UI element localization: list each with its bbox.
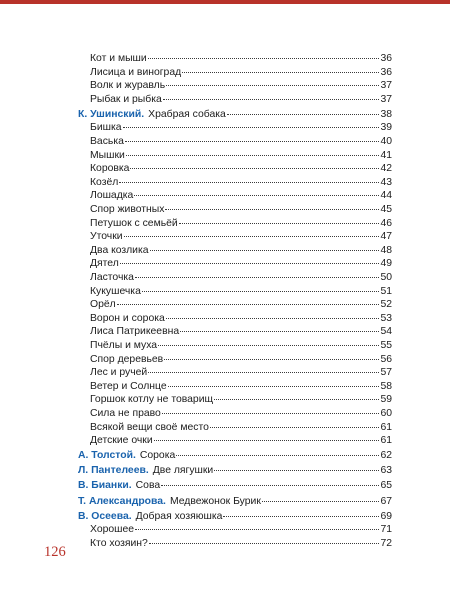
- toc-entry-title: [78, 495, 261, 509]
- toc-author-name: В. Осеева.: [78, 510, 132, 522]
- toc-entry-title: [90, 407, 161, 421]
- toc-page-number: 60: [380, 407, 392, 419]
- toc-page-number: 72: [380, 537, 392, 549]
- toc-page-number: 42: [380, 163, 392, 175]
- dot-leader: [166, 317, 380, 319]
- toc-page-number: 40: [380, 136, 392, 148]
- top-red-rule: [0, 0, 450, 4]
- dot-leader: [166, 84, 379, 86]
- toc-title-text: Васька: [90, 136, 124, 148]
- toc-title-text: Кот и мыши: [90, 53, 147, 64]
- toc-entry: [90, 271, 392, 285]
- toc-entry: [90, 189, 392, 203]
- toc-page-number: 44: [380, 190, 392, 202]
- toc-entry: [90, 380, 392, 394]
- toc-entry: [90, 366, 392, 380]
- toc-entry: [90, 149, 392, 163]
- toc-page-number: 67: [380, 495, 392, 507]
- toc-page-number: 71: [380, 524, 392, 536]
- dot-leader: [134, 194, 379, 196]
- toc-entry: [90, 230, 392, 244]
- toc-entry: [90, 421, 392, 435]
- toc-page-number: 36: [380, 53, 392, 64]
- toc-entry: [90, 393, 392, 407]
- toc-title-text: Две лягушки: [152, 465, 214, 477]
- toc-title-text: Лисица и виноград: [90, 66, 182, 78]
- toc-title-text: Сила не право: [90, 407, 161, 419]
- toc-entry-title: [90, 121, 122, 135]
- toc-entry-title: [90, 230, 123, 244]
- toc-page-number: 51: [380, 285, 392, 297]
- dot-leader: [154, 439, 380, 441]
- toc-title-text: Спор животных: [90, 204, 165, 216]
- toc-entry-title: [78, 479, 160, 493]
- toc-entry: [90, 298, 392, 312]
- toc-author-entry: [78, 108, 392, 122]
- toc-page-number: 49: [380, 258, 392, 270]
- dot-leader: [123, 126, 380, 128]
- toc-entry-title: [90, 523, 134, 537]
- dot-leader: [142, 290, 380, 292]
- toc-page-number: 47: [380, 231, 392, 243]
- toc-title-text: Кукушечка: [90, 285, 141, 297]
- toc-entry-title: [90, 162, 129, 176]
- table-of-contents: [78, 52, 392, 550]
- dot-leader: [148, 57, 380, 59]
- toc-author-name: К. Ушинский.: [78, 108, 145, 120]
- toc-entry-title: [90, 339, 157, 353]
- toc-entry-title: [90, 271, 134, 285]
- toc-title-text: Хорошее: [90, 524, 135, 536]
- toc-entry-title: [90, 189, 133, 203]
- toc-title-text: Сорока: [139, 450, 176, 462]
- toc-entry-title: [90, 203, 164, 217]
- dot-leader: [262, 500, 380, 502]
- toc-entry-title: [90, 135, 124, 149]
- dot-leader: [149, 542, 380, 544]
- toc-page-number: 57: [380, 367, 392, 379]
- toc-page-number: 61: [380, 435, 392, 447]
- toc-entry-title: [78, 510, 222, 524]
- dot-leader: [162, 412, 380, 414]
- toc-title-text: Орёл: [90, 299, 116, 311]
- dot-leader: [135, 528, 379, 530]
- toc-page-number: 36: [380, 66, 392, 78]
- dot-leader: [158, 344, 379, 346]
- toc-title-text: Ласточка: [90, 272, 134, 283]
- toc-entry-title: [90, 325, 179, 339]
- toc-entry-title: [90, 537, 148, 551]
- toc-entry-title: [78, 108, 226, 122]
- toc-author-name: В. Бианки.: [78, 480, 132, 492]
- toc-entry: [90, 285, 392, 299]
- toc-title-text: Медвежонок Бурик: [169, 495, 261, 507]
- toc-page-number: 52: [380, 299, 392, 311]
- toc-title-text: Горшок котлу не товарищ: [90, 394, 214, 406]
- toc-title-text: Ветер и Солнце: [90, 380, 167, 392]
- toc-title-text: Козёл: [90, 176, 119, 188]
- toc-page-number: 50: [380, 272, 392, 283]
- toc-entry: [90, 339, 392, 353]
- toc-title-text: Бишка: [90, 122, 122, 134]
- toc-title-text: Лиса Патрикеевна: [90, 326, 180, 338]
- toc-page-number: 37: [380, 93, 392, 105]
- toc-author-entry: [78, 495, 392, 509]
- toc-page-number: 48: [380, 244, 392, 256]
- toc-title-text: Спор деревьев: [90, 353, 164, 365]
- toc-title-text: Мышки: [90, 149, 125, 161]
- dot-leader: [227, 113, 380, 115]
- dot-leader: [126, 154, 380, 156]
- toc-entry: [90, 176, 392, 190]
- toc-title-text: Храбрая собака: [148, 108, 226, 120]
- dot-leader: [120, 262, 380, 264]
- toc-title-text: Сова: [135, 480, 161, 492]
- toc-entry: [90, 523, 392, 537]
- toc-title-text: Волк и журавль: [90, 80, 166, 92]
- toc-entry-title: [90, 79, 165, 93]
- toc-entry-title: [90, 257, 119, 271]
- toc-entry: [90, 162, 392, 176]
- toc-entry-title: [90, 366, 147, 380]
- toc-entry: [90, 79, 392, 93]
- toc-entry-title: [90, 52, 147, 66]
- dot-leader: [214, 398, 379, 400]
- toc-entry: [90, 66, 392, 80]
- toc-page-number: 45: [380, 204, 392, 216]
- toc-title-text: Рыбак и рыбка: [90, 93, 162, 105]
- toc-title-text: Петушок с семьёй: [90, 217, 178, 229]
- toc-title-text: Ворон и сорока: [90, 312, 165, 324]
- toc-entry-title: [90, 93, 162, 107]
- toc-page-number: 61: [380, 421, 392, 433]
- toc-author-entry: [78, 449, 392, 463]
- toc-page-number: 39: [380, 122, 392, 134]
- dot-leader: [223, 515, 379, 517]
- dot-leader: [125, 140, 380, 142]
- toc-entry: [90, 93, 392, 107]
- toc-entry: [90, 257, 392, 271]
- toc-entry-title: [90, 176, 118, 190]
- toc-entry: [90, 312, 392, 326]
- dot-leader: [130, 167, 379, 169]
- toc-page-number: 46: [380, 217, 392, 229]
- dot-leader: [165, 208, 379, 210]
- toc-author-name: А. Толстой.: [78, 450, 136, 462]
- toc-entry: [90, 135, 392, 149]
- toc-entry-title: [78, 464, 213, 478]
- dot-leader: [180, 330, 379, 332]
- dot-leader: [119, 181, 379, 183]
- toc-author-entry: [78, 464, 392, 478]
- toc-entry-title: [90, 298, 116, 312]
- toc-title-text: Лошадка: [90, 190, 134, 202]
- toc-entry-title: [90, 312, 165, 326]
- toc-entry-title: [90, 149, 125, 163]
- toc-entry: [90, 434, 392, 448]
- page-number: 126: [44, 544, 66, 560]
- toc-title-text: Кто хозяин?: [90, 537, 148, 549]
- toc-entry: [90, 121, 392, 135]
- toc-page-number: 63: [380, 465, 392, 477]
- toc-entry-title: [90, 393, 213, 407]
- dot-leader: [163, 98, 380, 100]
- toc-page-number: 56: [380, 353, 392, 365]
- toc-title-text: Пчёлы и муха: [90, 339, 158, 351]
- toc-entry-title: [90, 421, 209, 435]
- toc-entry: [90, 217, 392, 231]
- dot-leader: [150, 249, 380, 251]
- toc-page-number: 55: [380, 339, 392, 351]
- toc-entry: [90, 353, 392, 367]
- toc-author-entry: [78, 510, 392, 524]
- dot-leader: [164, 358, 379, 360]
- toc-entry-title: [90, 434, 153, 448]
- toc-entry-title: [90, 380, 167, 394]
- toc-page-number: 59: [380, 394, 392, 406]
- dot-leader: [214, 469, 379, 471]
- toc-entry: [90, 52, 392, 66]
- dot-leader: [135, 276, 379, 278]
- toc-page-number: 69: [380, 510, 392, 522]
- toc-entry: [90, 244, 392, 258]
- dot-leader: [210, 426, 380, 428]
- toc-title-text: Всякой вещи своё место: [90, 421, 209, 433]
- toc-page-number: 37: [380, 80, 392, 92]
- dot-leader: [182, 71, 379, 73]
- toc-entry-title: [78, 449, 175, 463]
- toc-author-name: Л. Пантелеев.: [78, 465, 149, 477]
- toc-title-text: Дятел: [90, 258, 119, 270]
- toc-page-number: 43: [380, 176, 392, 188]
- toc-page-number: 53: [380, 312, 392, 324]
- toc-entry-title: [90, 285, 141, 299]
- toc-page-number: 58: [380, 380, 392, 392]
- dot-leader: [117, 303, 380, 305]
- toc-page-number: 65: [380, 480, 392, 492]
- dot-leader: [168, 385, 380, 387]
- dot-leader: [176, 454, 379, 456]
- dot-leader: [161, 484, 379, 486]
- toc-entry: [90, 325, 392, 339]
- dot-leader: [124, 235, 380, 237]
- toc-page-number: 62: [380, 450, 392, 462]
- toc-entry-title: [90, 66, 181, 80]
- toc-title-text: Добрая хозяюшка: [135, 510, 223, 522]
- toc-author-entry: [78, 479, 392, 493]
- toc-entry-title: [90, 217, 178, 231]
- toc-title-text: Два козлика: [90, 244, 149, 256]
- toc-entry: [90, 537, 392, 551]
- toc-page-number: 41: [380, 149, 392, 161]
- toc-title-text: Уточки: [90, 231, 123, 243]
- dot-leader: [148, 371, 379, 373]
- toc-entry: [90, 407, 392, 421]
- toc-entry: [90, 203, 392, 217]
- toc-entry-title: [90, 244, 149, 258]
- toc-title-text: Коровка: [90, 163, 130, 175]
- toc-author-name: Т. Александрова.: [78, 495, 166, 507]
- toc-title-text: Детские очки: [90, 435, 153, 447]
- toc-entry-title: [90, 353, 163, 367]
- toc-page-number: 54: [380, 326, 392, 338]
- toc-page-number: 38: [380, 108, 392, 120]
- dot-leader: [179, 222, 380, 224]
- toc-title-text: Лес и ручей: [90, 367, 148, 379]
